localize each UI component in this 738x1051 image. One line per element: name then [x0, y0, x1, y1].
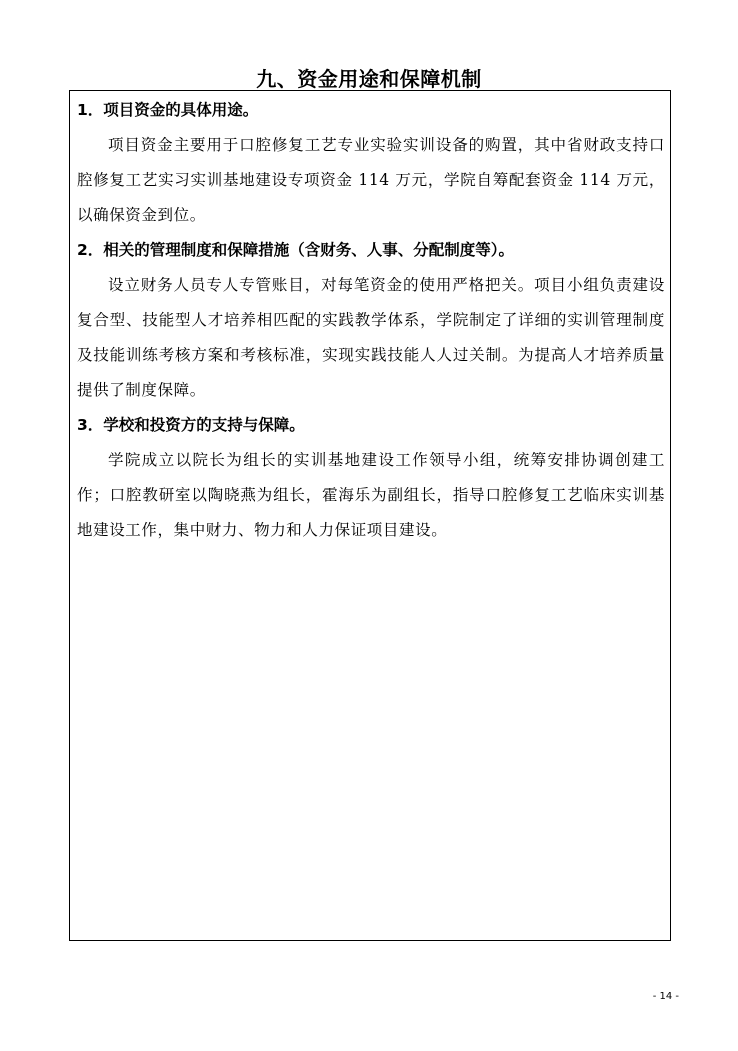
section-body-management-system: 设立财务人员专人专管账目，对每笔资金的使用严格把关。项目小组负责建设复合型、技能型人才培养相匹配的实践教学体系，学院制定了详细的实训管理制度及技能训练考核方案和考核标准，实现实践技能人人过关制。为提高人才培养质量提供了制度保障。: [77, 276, 665, 399]
content-table-cell: [69, 90, 671, 941]
section-heading-management-system: 2．相关的管理制度和保障措施（含财务、人事、分配制度等）。: [77, 241, 515, 259]
page-title: 九、资金用途和保障机制: [256, 67, 482, 91]
section-body-funds-usage: 项目资金主要用于口腔修复工艺专业实验实训设备的购置，其中省财政支持口腔修复工艺实习实训基地建设专项资金 114 万元，学院自筹配套资金 114 万元，以确保资金到位。: [77, 136, 665, 224]
section-body-support-guarantee: 学院成立以院长为组长的实训基地建设工作领导小组，统筹安排协调创建工作；口腔教研室以陶晓燕为组长，霍海乐为副组长，指导口腔修复工艺临床实训基地建设工作，集中财力、物力和人力保证项目建设。: [77, 451, 665, 539]
section-heading-funds-usage: 1．项目资金的具体用途。: [77, 101, 259, 119]
page-number: - 14 -: [652, 991, 679, 1002]
section-heading-support-guarantee: 3．学校和投资方的支持与保障。: [77, 416, 305, 434]
content-body: [77, 93, 665, 548]
